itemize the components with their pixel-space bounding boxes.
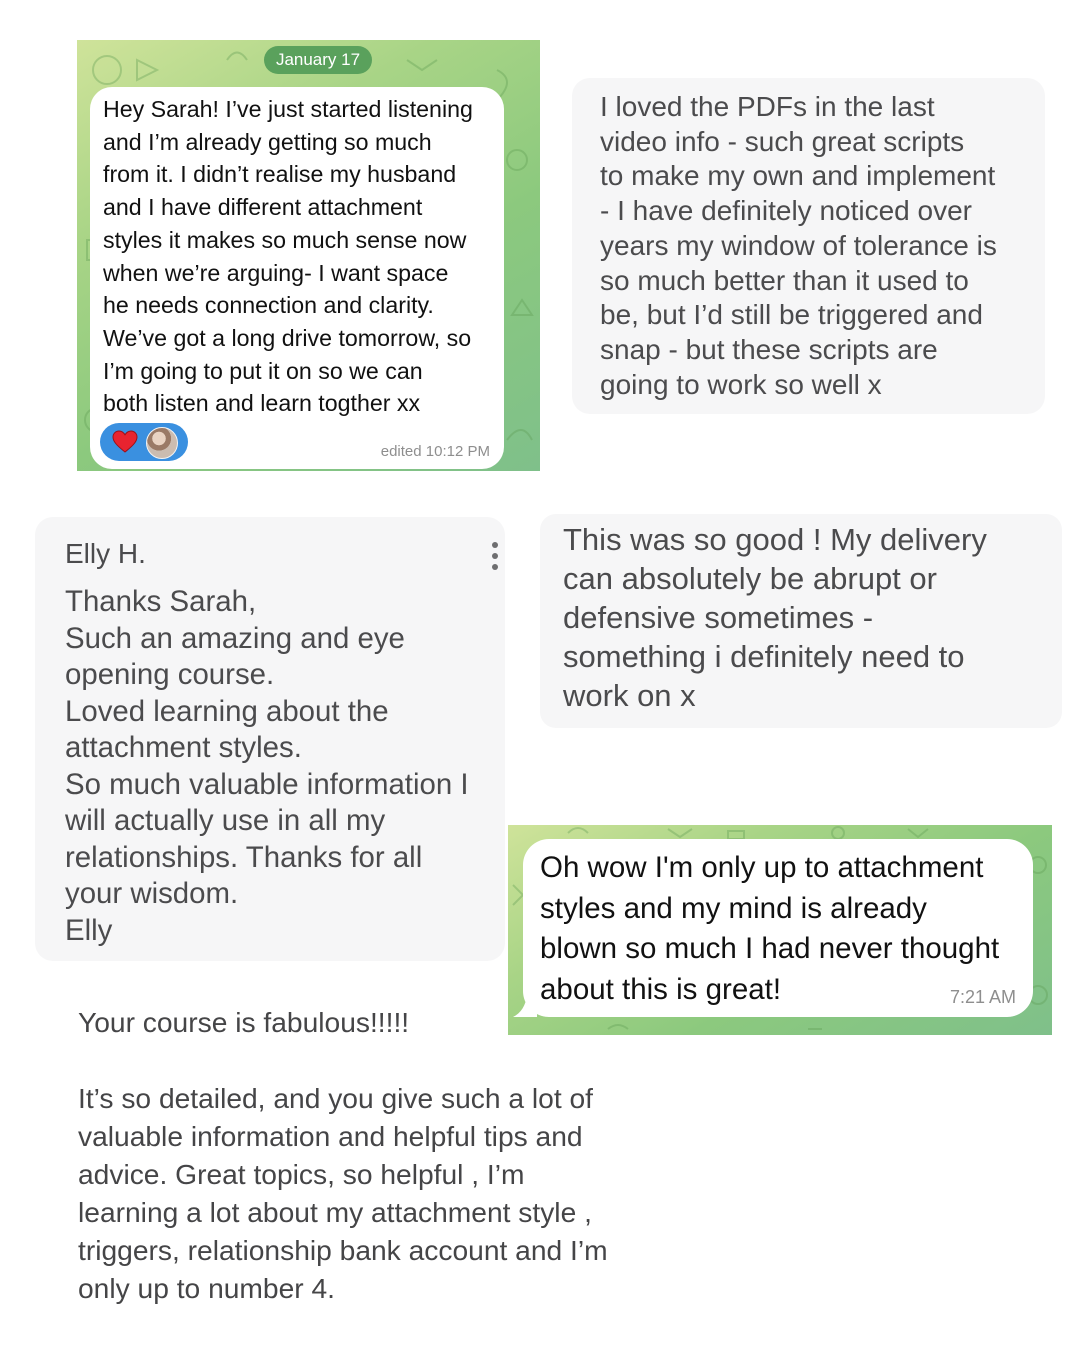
- testimonial-text: It’s so detailed, and you give such a lot of valuable information and helpful tips and advice. Great topics, so helpful , I’m learning a lot about my attachment style , triggers, relationship bank account and I’m only up to number 4.: [78, 1082, 608, 1304]
- testimonial-plain-text: [78, 1003, 718, 1307]
- message-bubble: [523, 839, 1033, 1017]
- telegram-screenshot-1: [77, 40, 540, 471]
- message-text: Oh wow I'm only up to attachment styles and my mind is already blown so much I had never thought about this is great!: [540, 851, 1000, 1006]
- testimonial-headline: Your course is fabulous!!!!!: [78, 1006, 410, 1038]
- more-vertical-icon[interactable]: [489, 540, 501, 577]
- reactor-avatar: [146, 427, 178, 459]
- message-text: Hey Sarah! I’ve just started listening and I’m already getting so much from it. I didn’t realise my husband and I have different attachment styles it makes so much sense now when we’re arguing- I want space he needs connection and clarity. We’ve got a long drive tomorrow, so I’m going to put it on so we can both listen and learn togther xx: [103, 96, 473, 417]
- message-timestamp: edited 10:12 PM: [380, 443, 490, 460]
- testimonial-card-elly: [35, 517, 505, 961]
- heart-icon: [112, 430, 138, 459]
- testimonial-card-delivery: [540, 514, 1062, 728]
- testimonial-text: Thanks Sarah, Such an amazing and eye opening course. Loved learning about the attachment styles. So much valuable information I will actually use in all my relationships. Thanks for all your wisdom. Elly: [65, 585, 469, 947]
- testimonial-text: This was so good ! My delivery can absolutely be abrupt or defensive sometimes - something i definitely need to work on x: [563, 522, 987, 713]
- date-pill: January 17: [264, 46, 372, 74]
- message-bubble: [90, 87, 504, 469]
- reaction-bar[interactable]: [100, 423, 188, 461]
- message-timestamp: 7:21 AM: [949, 987, 1016, 1007]
- testimonial-card-pdfs: [572, 78, 1045, 414]
- testimonial-text: I loved the PDFs in the last video info - such great scripts to make my own and implement - I have definitely noticed over years my window of tolerance is so much better than it used to be, but I’d still be triggered and snap - but these scripts are going to work so well x: [600, 91, 997, 400]
- comment-author: Elly H.: [65, 538, 146, 569]
